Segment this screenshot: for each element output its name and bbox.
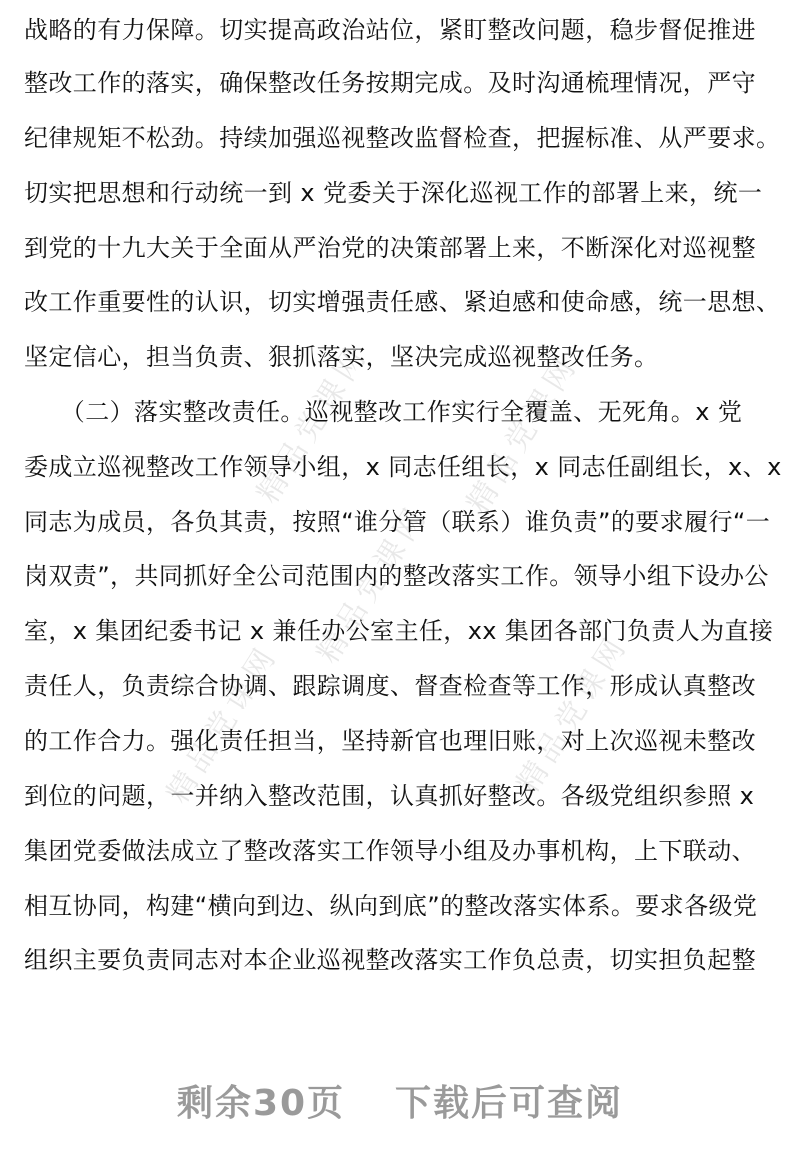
watermark: 精品党课网 xyxy=(160,638,286,810)
text-line: 到党的十九大关于全面从严治党的决策部署上来，不断深化对巡视整 xyxy=(24,234,756,262)
text-line: 战略的有力保障。切实提高政治站位，紧盯整改问题，稳步督促推进 xyxy=(24,16,756,44)
text-line: （二）落实整改责任。巡视整改工作实行全覆盖、无死角。x 党 xyxy=(24,398,743,426)
watermark: 精品党课网 xyxy=(310,498,436,670)
download-prompt[interactable] xyxy=(0,1075,800,1126)
text-line: 组织主要负责同志对本企业巡视整改落实工作负总责，切实担负起整 xyxy=(24,946,756,974)
text-line: 责任人，负责综合协调、跟踪调度、督查检查等工作，形成认真整改 xyxy=(24,672,756,700)
text-line: 切实把思想和行动统一到 x 党委关于深化巡视工作的部署上来，统一 xyxy=(24,179,763,207)
text-line: 集团党委做法成立了整改落实工作领导小组及办事机构，上下联动、 xyxy=(24,837,756,865)
text-line: 委成立巡视整改工作领导小组，x 同志任组长，x 同志任副组长，x、x xyxy=(24,453,782,481)
text-line: 同志为成员，各负其责，按照“谁分管（联系）谁负责”的要求履行“一 xyxy=(24,508,771,536)
text-line: 纪律规矩不松劲。持续加强巡视整改监督检查，把握标准、从严要求。 xyxy=(24,124,781,152)
text-line: 到位的问题，一并纳入整改范围，认真抓好整改。各级党组织参照 x xyxy=(24,782,755,810)
watermark: 精品党课网 xyxy=(250,338,376,510)
text-line: 整改工作的落实，确保整改任务按期完成。及时沟通梳理情况，严守 xyxy=(24,69,756,97)
remaining-pages-label: 剩余30页 xyxy=(176,1083,346,1124)
text-line: 岗双责”，共同抓好全公司范围内的整改落实工作。领导小组下设办公 xyxy=(24,562,769,590)
text-line: 改工作重要性的认识，切实增强责任感、紧迫感和使命感，统一思想、 xyxy=(24,288,781,316)
text-line: 坚定信心，担当负责、狠抓落实，坚决完成巡视整改任务。 xyxy=(24,343,659,371)
watermark: 精品党课网 xyxy=(510,628,636,800)
text-line: 的工作合力。强化责任担当，坚持新官也理旧账，对上次巡视未整改 xyxy=(24,727,756,755)
download-to-view-label: 下载后可查阅 xyxy=(395,1083,624,1124)
text-line: 室，x 集团纪委书记 x 兼任办公室主任，xx 集团各部门负责人为直接 xyxy=(24,617,774,645)
watermark: 精品党课网 xyxy=(460,348,586,520)
text-line: 相互协同，构建“横向到边、纵向到底”的整改落实体系。要求各级党 xyxy=(24,892,758,920)
